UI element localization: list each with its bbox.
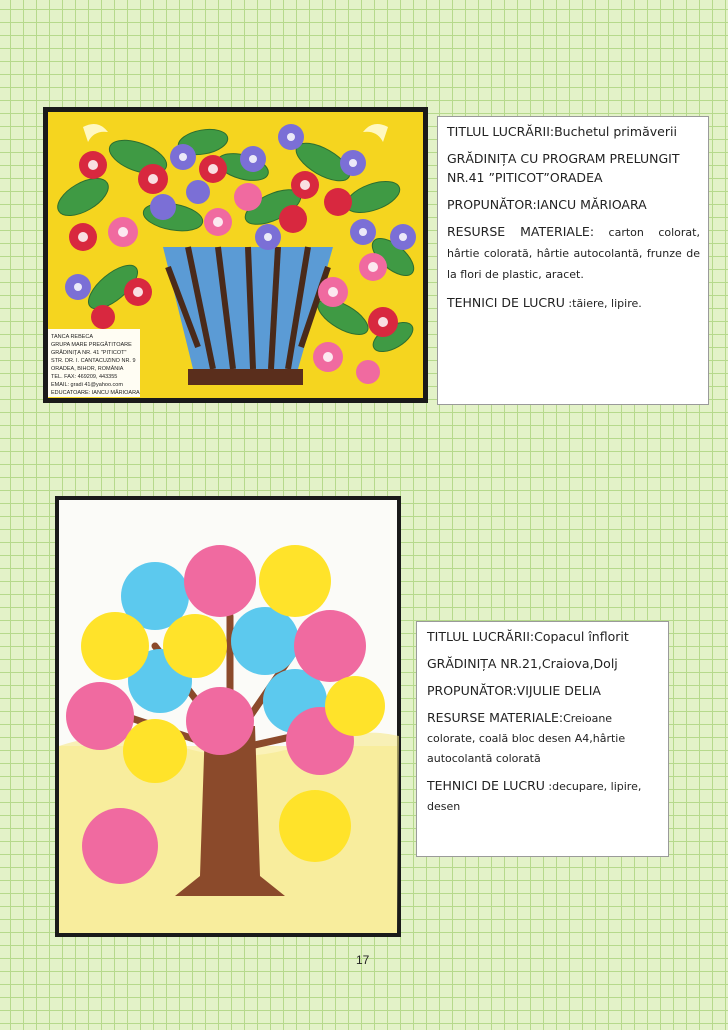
project2-title: TITLUL LUCRĂRII:Copacul înflorit [427, 629, 629, 644]
photo-label-line: STR. DR. I. CANTACUZINO NR. 9 [51, 358, 136, 364]
project1-title: TITLUL LUCRĂRII:Buchetul primăverii [447, 124, 677, 139]
project2-resources-label: RESURSE MATERIALE: [427, 710, 564, 725]
project1-resources-label: RESURSE MATERIALE: [447, 224, 595, 239]
project1-techniques [447, 293, 700, 313]
photo-flower-basket [43, 107, 428, 403]
project2-author: PROPUNĂTOR:VIJULIE DELIA [427, 683, 601, 698]
page-number: 17 [356, 953, 370, 967]
photo-label-line: ORADEA, BIHOR, ROMÂNIA [51, 366, 124, 372]
photo-label-line: GRUPA MARE PREGĂTITOARE [51, 342, 132, 348]
project1-info-card [437, 116, 709, 405]
project1-techniques-text: :tăiere, lipire. [564, 297, 642, 310]
project2-techniques [427, 776, 658, 816]
photo-label-line: TEL. FAX: 469209, 443355 [51, 374, 118, 380]
photo-label-line: GRĂDINIȚA NR. 41 "PITICOT" [51, 350, 127, 356]
project1-author: PROPUNĂTOR:IANCU MĂRIOARA [447, 197, 647, 212]
project2-resources-text: Creioane colorate, coală bloc desen A4,hârtie autocolantă colorată [427, 712, 626, 765]
project2-techniques-label: TEHNICI DE LUCRU [427, 778, 545, 793]
project1-resources-text: carton colorat, hârtie colorată, hârtie autocolantă, frunze de la flori de plastic, aracet. [447, 226, 700, 281]
project1-techniques-label: TEHNICI DE LUCRU [447, 295, 565, 310]
photo-blooming-tree [55, 496, 401, 937]
project1-resources [447, 222, 700, 285]
project2-info-card [416, 621, 669, 857]
photo-label-line: TANCA REBECA [51, 334, 94, 340]
photo-label-line: EMAIL: gradi 41@yahoo.com [51, 382, 123, 388]
project1-school: GRĂDINIȚA CU PROGRAM PRELUNGIT NR.41 ”PITICOT”ORADEA [447, 151, 680, 185]
project2-resources [427, 708, 658, 768]
project2-techniques-text: :decupare, lipire, desen [427, 780, 642, 813]
photo-label-line: EDUCATOARE: IANCU MĂRIOARA [51, 390, 140, 396]
project2-school: GRĂDINIȚA NR.21,Craiova,Dolj [427, 656, 618, 671]
